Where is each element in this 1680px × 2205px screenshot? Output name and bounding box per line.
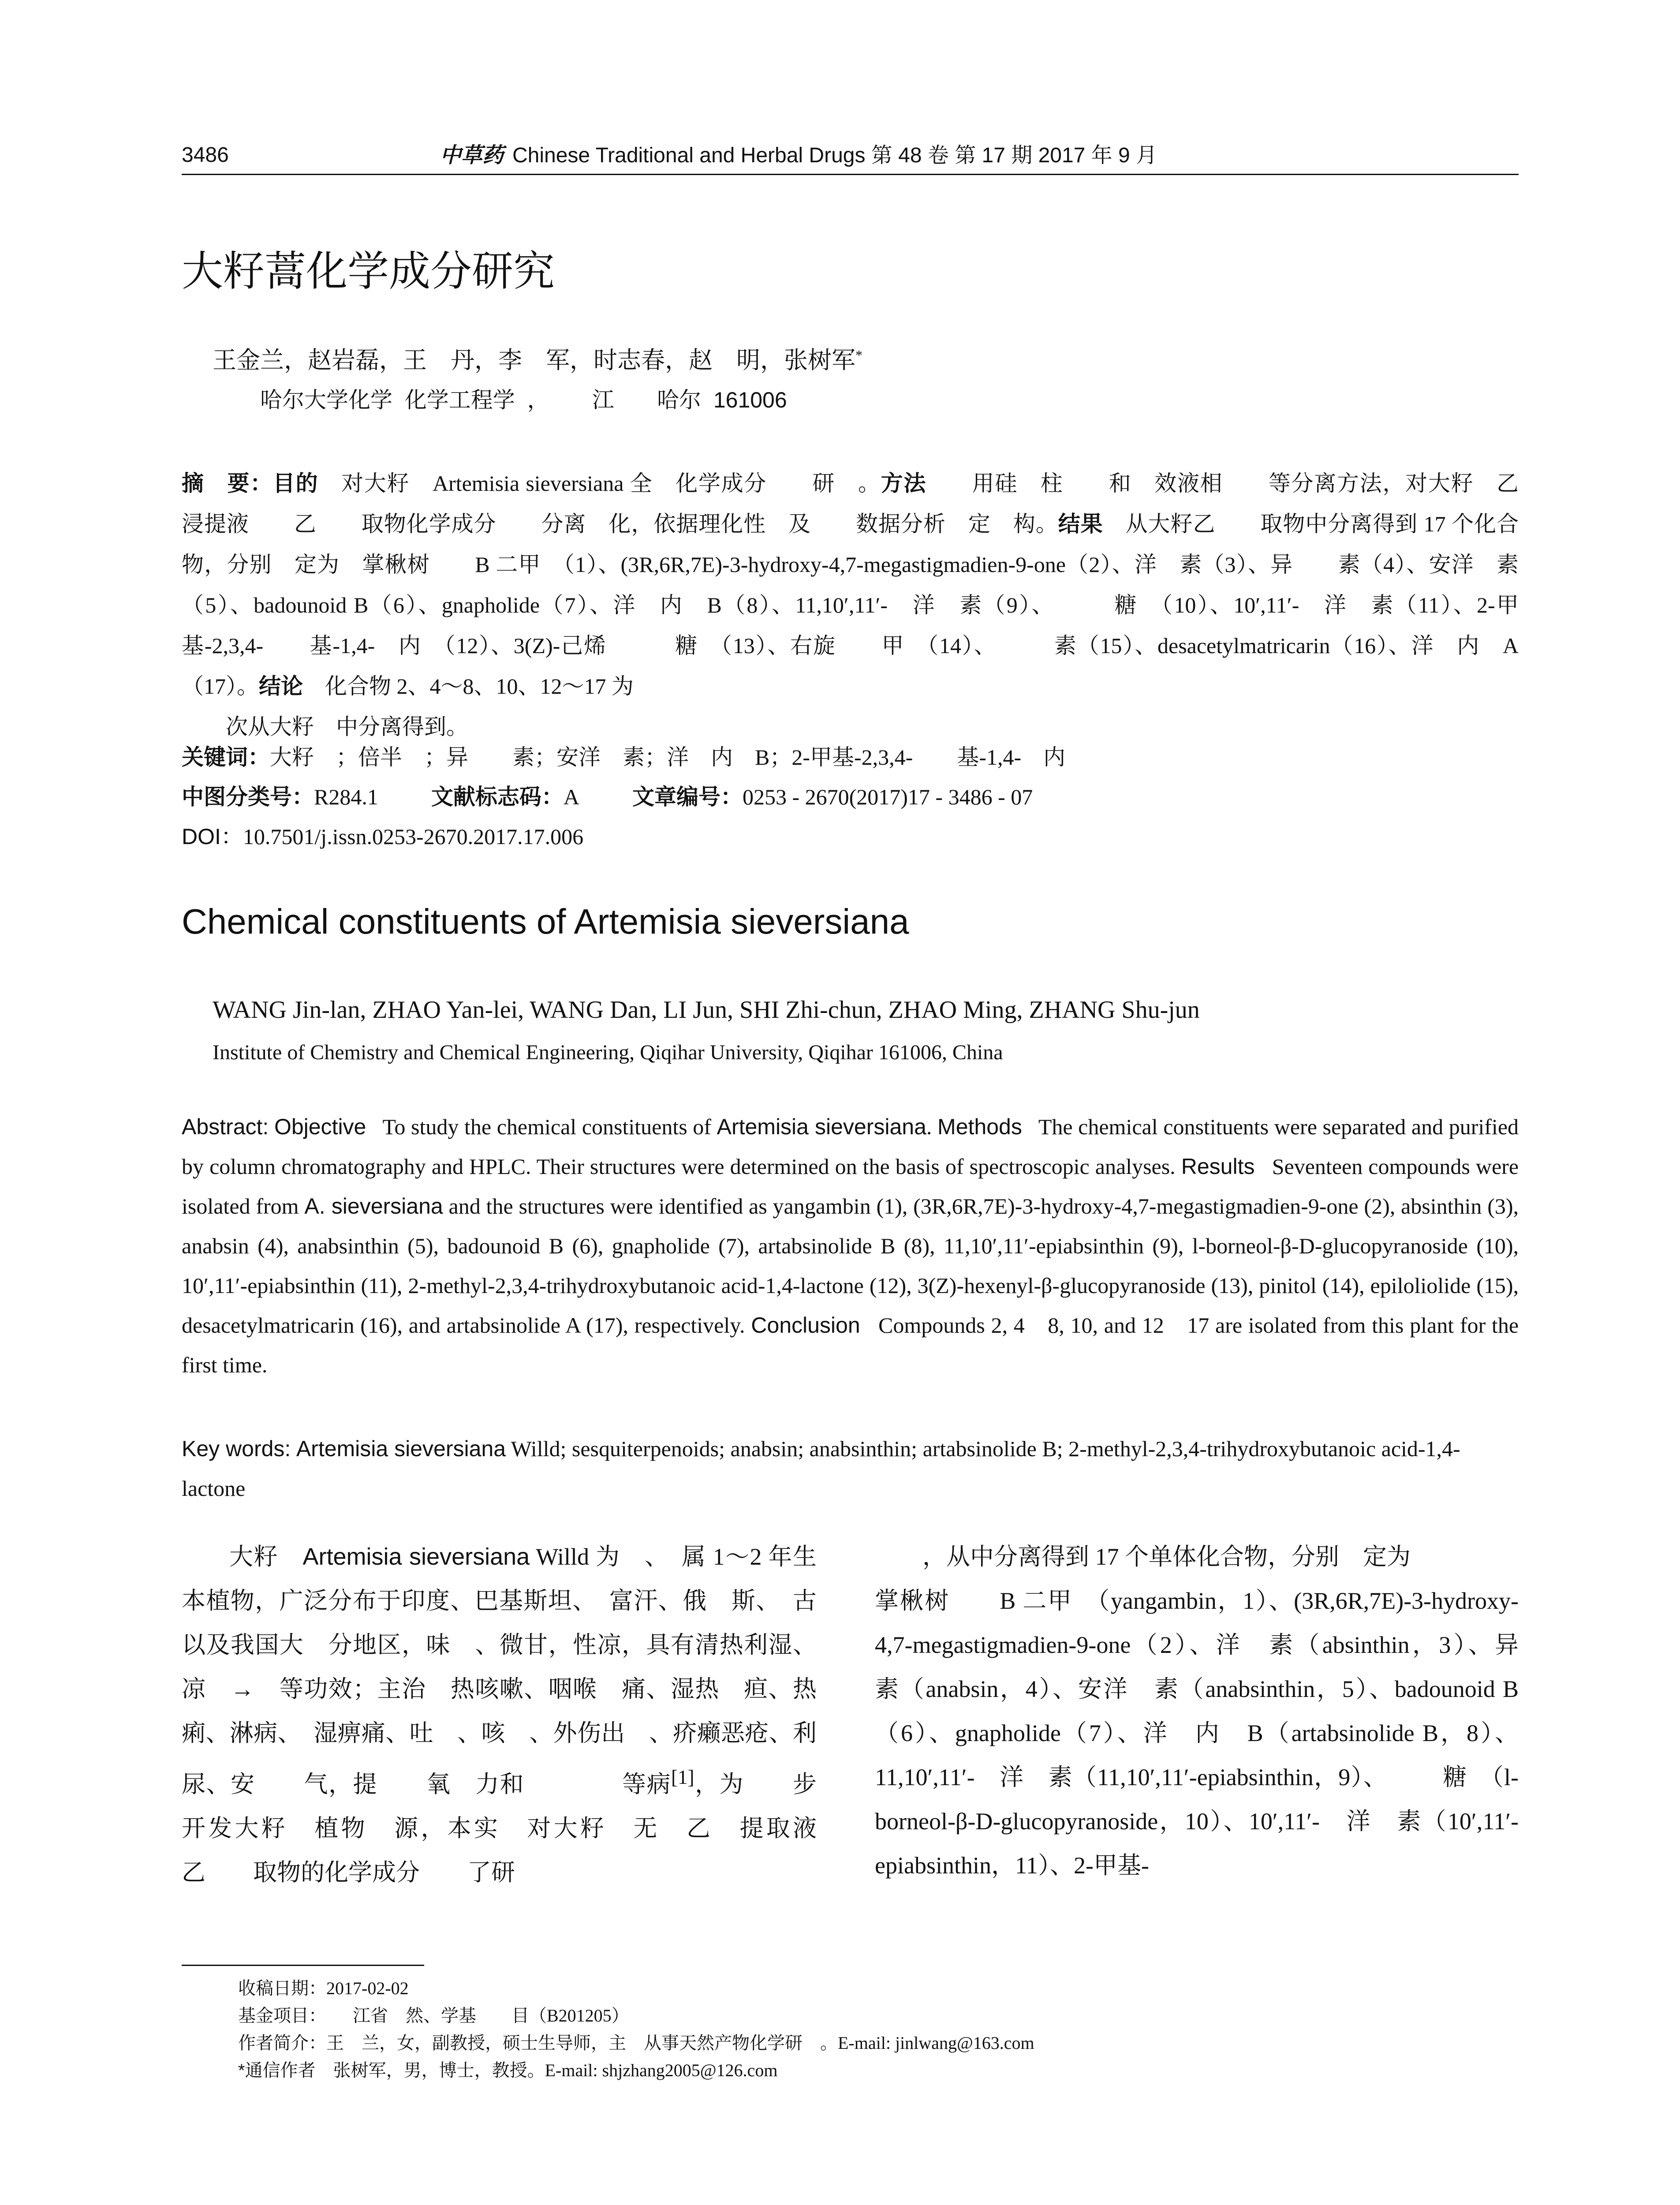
method-cn-text: 用硅 柱 和 效液相 等分离方法，对大籽 乙 浸提液 乙 取物化学成分 分离 化，依据理化性 及 数据分析 定 构。 [182,471,1541,536]
reference-citation[interactable]: [1] [671,1766,694,1788]
keywords-cn [182,742,1065,773]
affiliation-en: Institute of Chemistry and Chemical Engineering, Qiqihar University, Qiqihar 161006, China [213,1041,1003,1064]
corresponding-text: 张树军，男，博士，教授。E-mail: shjzhang2005@126.com [315,2060,778,2080]
journal-name-cn: 中草药 [440,143,504,168]
body-left-text-3: ，为 步开发大籽 植物 源，本实 对大籽 无 乙 提取液 乙 取物的化学成分 了研 [182,1771,864,1886]
paper-title-cn: 大籽蒿化学成分研究 [182,248,555,294]
objective-en-end: . [926,1114,932,1139]
fund-text: 江省 然、学基 目（B201205） [317,2006,629,2026]
doi-label: DOI： [182,824,243,849]
doc-code-label: 文献标志码： [431,785,564,809]
method-cn-label: 方法 [881,471,927,496]
corresponding-label: *通信作者 [238,2061,316,2080]
conclusion-cn-label: 结论 [259,674,303,699]
conclusion-cn-continued: 次从大籽 中分离得到。 [226,714,468,739]
keywords-en [182,1429,1519,1508]
author-bio-text: 王 兰，女，副教授，硕士生导师，主 从事天然产物化学研 。E-mail: jinlwang@163.com [326,2033,1034,2053]
journal-line [440,142,1157,169]
objective-en-label: Objective [274,1114,366,1139]
corresponding-mark: * [855,347,862,363]
result-cn-text: 从大籽乙 取物中分离得到 17 个化合物，分别 定为 掌楸树 B 二甲 （1）、(3R,6R,7E)-3-hydroxy-4,7-megastigmadien-9-one（2）、洋 素（3）、异 素（4）、安洋 素（5）、badounoid B（6）、gnapholide（7）、洋 内 B（8）、11,10′,11′- 洋 素（9）、 糖 （10）、10′,11′- 洋 素（11）、2-甲基-2,3,4- 基-1,4- 内 （12）、3(Z)-己烯 糖 （13）、右旋 甲 （14）、 素（15）、desacetylmatricarin（16）、洋 内 A（17）。 [182,512,1519,699]
doc-code: A [563,785,579,809]
classification-line [182,781,1033,812]
doi-value[interactable]: 10.7501/j.issn.0253-2670.2017.17.006 [243,824,584,849]
conclusion-en-text: Compounds 2, 4 8, 10, and 12 17 are isolated from this plant for the first time. [182,1313,1519,1377]
paper-title-en: Chemical constituents of Artemisia sieversiana [182,902,909,941]
abstract-en [182,1107,1519,1385]
fund-label: 基金项目： [238,2006,317,2026]
clc-code: R284.1 [314,785,378,809]
authors-en: WANG Jin-lan, ZHAO Yan-lei, WANG Dan, LI Jun, SHI Zhi-chun, ZHAO Ming, ZHANG Shu-jun [213,996,1200,1024]
body-species: Artemisia sieversiana [302,1544,530,1570]
keywords-en-text: Willd; sesquiterpenoids; anabsin; anabsinthin; artabsinolide B; 2-methyl-2,3,4-trihydroxybutanoic acid-1,4-lactone [182,1436,1460,1501]
objective-cn-text: 对大籽 Artemisia sieversiana 全 化学成分 研 。 [318,471,881,496]
received-date: 2017-02-02 [326,1978,409,1998]
article-id-label: 文章编号： [632,785,743,809]
header-rule [182,174,1519,175]
objective-cn-label: 目的 [273,471,319,496]
body-left-text-2: Willd 为 、 属 1～2 年生 本植物，广泛分布于印度、巴基斯坦、 富汗、俄 斯、 古以及我国大 分地区，味 、微甘，性凉，具有清热利湿、凉 → 等功效；主治 热咳嗽、咽喉 痛、湿热 疸、热痢、淋病、 湿痹痛、吐 、咳 、外伤出 、疥癞恶疮、利尿、安 气，提 氧 力和 等病 [182,1544,841,1798]
article-id: 0253 - 2670(2017)17 - 3486 - 07 [742,785,1033,809]
keywords-en-label: Key words: [182,1436,291,1461]
footnote-rule [182,1965,424,1966]
species-abbrev: A. sieversiana [304,1194,443,1218]
body-right-text: 掌楸树 B 二甲 （yangambin，1）、(3R,6R,7E)-3-hydroxy-4,7-megastigmadien-9-one（2）、洋 素（absinthin，3）、异 素（anabsin，4）、安洋 素（anabsinthin，5）、badounoid B（6）、gnapholide（7）、洋 内 B（artabsinolide B，8）、11,10′,11′- 洋 素（11,10′,11′-epiabsinthin，9）、 [875,1588,1566,1790]
footnote-received [238,1975,409,2002]
species-name: Artemisia sieversiana [717,1114,926,1139]
received-label: 收稿日期： [238,1979,326,1998]
body-column-right [875,1535,1566,1887]
page-number: 3486 [182,143,229,167]
doi-line [182,821,583,852]
body-column-left [182,1535,864,1895]
footnote-corresponding [238,2057,777,2084]
authors-cn-names: 王金兰，赵岩磊，王 丹，李 军，时志春，赵 明，张树军 [213,347,855,374]
result-cn-label: 结果 [1058,512,1103,536]
abstract-en-label: Abstract: [182,1114,269,1139]
results-en-label: Results [1181,1154,1255,1179]
body-right-line-1: ，从中分离得到 17 个单体化合物，分别 定为 [922,1544,1411,1570]
methods-en-text: The chemical constituents were separated and purified by column chromatography and HPLC. Their structures were determined on the basis of spectroscopic analyses. [182,1114,1519,1179]
affiliation-cn: 哈尔大学化学 化学工程学 ， 江 哈尔 161006 [260,388,787,412]
journal-issue: Chinese Traditional and Herbal Drugs 第 48 卷 第 17 期 2017 年 9 月 [512,144,1157,167]
footnote-fund [238,2002,629,2029]
keywords-cn-text: 大籽 ；倍半 ；异 素；安洋 素；洋 内 B；2-甲基-2,3,4- 基-1,4- 内 [270,745,1066,770]
running-header [182,142,1519,168]
footnote-author [238,2029,1034,2057]
results-en-text: Seventeen compounds were isolated from [182,1154,1519,1218]
clc-label: 中图分类号： [182,785,314,809]
conclusion-cn-text: 化合物 2、4～8、10、12～17 为 [303,674,634,699]
body-right-text-2: 糖 （l-borneol-β-D-glucopyranoside，10）、10′,11′- 洋 素（10′,11′-epiabsinthin，11）、2-甲基- [875,1764,1519,1879]
keywords-cn-label: 关键词： [182,745,270,770]
abstract-cn-label: 摘 要： [182,471,273,496]
objective-en-text: To study the chemical constituents of [382,1114,711,1139]
results-en-text-2: and the structures were identified as yangambin (1), (3R,6R,7E)-3-hydroxy-4,7-megastigmadien-9-one (2), absinthin (3), anabsin (4), anabsinthin (5), badounoid B (6), gnapholide (7), artabsinolide B (8), 11,10′,11′-epiabsinthin (9), l-borneol-β-D-glucopyranoside (10), 10′,11′-epiabsinthin (11), 2-methyl-2,3,4-trihydroxybutanoic acid-1,4-lactone (12), 3(Z)-hexenyl-β-glucopyranoside (13), pinitol (14), epiloliolide (15), desacetylmatricarin (16), and artabsinolide A (17), respectively. [182,1194,1519,1338]
authors-cn [213,340,862,376]
keywords-en-species: Artemisia sieversiana [296,1436,506,1461]
body-left-text: 大籽 [229,1544,303,1570]
abstract-cn [182,463,1541,747]
methods-en-label: Methods [937,1114,1022,1139]
conclusion-en-label: Conclusion [751,1313,860,1338]
author-bio-label: 作者简介： [238,2033,326,2053]
